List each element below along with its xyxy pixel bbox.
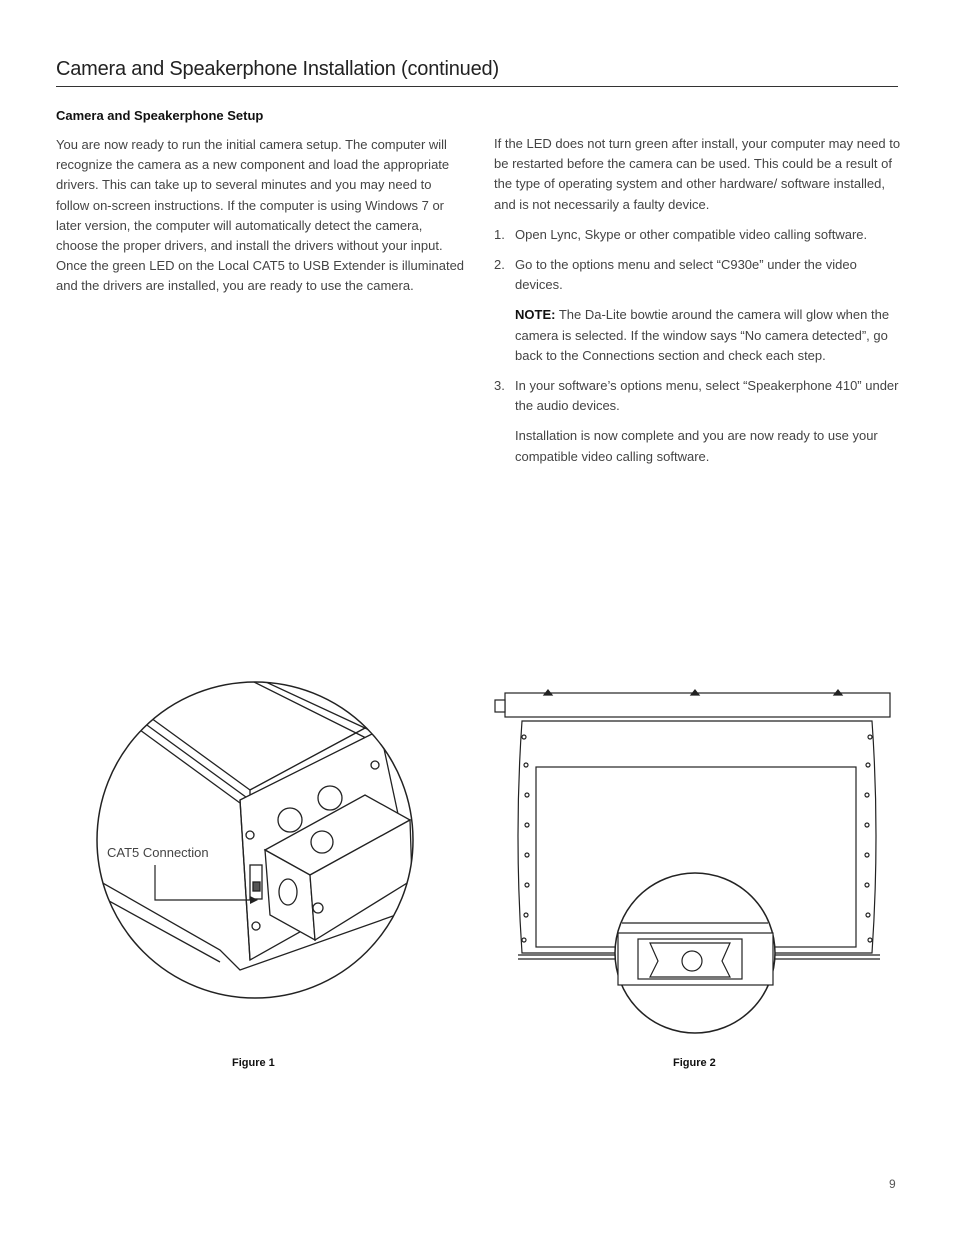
title-divider [56,86,898,87]
figure-2-caption: Figure 2 [673,1057,716,1069]
figure-2-illustration [490,685,895,1040]
cat5-connection-callout: CAT5 Connection [107,845,209,860]
page-title: Camera and Speakerphone Installation (continued) [56,58,499,80]
figure-1-illustration [80,670,430,1010]
step-text: In your software’s options menu, select “Speakerphone 410” under the audio devices. [515,378,899,414]
list-item [494,376,902,467]
left-column [56,135,466,297]
led-paragraph: If the LED does not turn green after install, your computer may need to be restarted before the camera can be used. This could be a result of the type of operating system and other hardware/ software installed, and is not necessarily a faulty device. [494,136,901,212]
page-number: 9 [889,1177,896,1191]
note-block [515,305,902,366]
step-number: 3. [494,378,505,394]
list-item [494,255,902,366]
steps-list [494,225,902,467]
step-text: Go to the options menu and select “C930e” under the video devices. [515,257,857,293]
step-number: 2. [494,257,505,273]
right-column [494,134,902,477]
completion-text: Installation is now complete and you are now ready to use your compatible video calling software. [515,428,878,464]
note-label: NOTE: [515,307,556,323]
list-item [494,225,902,245]
setup-paragraph: You are now ready to run the initial camera setup. The computer will recognize the camera as a new component and load the appropriate drivers. This can take up to several minutes and you may need to follow on-screen instructions. If the computer is using Windows 7 or later version, the computer will automatically detect the camera, choose the proper drivers, and install the drivers without your input. Once the green LED on the Local CAT5 to USB Extender is illuminated and the drivers are installed, you are ready to use the camera. [56,137,465,294]
figure-1-caption: Figure 1 [232,1057,275,1069]
note-text: The Da-Lite bowtie around the camera will glow when the camera is selected. If the window says “No camera detected”, go back to the Connections section and check each step. [515,307,890,363]
step-text: Open Lync, Skype or other compatible video calling software. [515,226,868,242]
section-heading: Camera and Speakerphone Setup [56,108,264,123]
step-number: 1. [494,226,505,242]
